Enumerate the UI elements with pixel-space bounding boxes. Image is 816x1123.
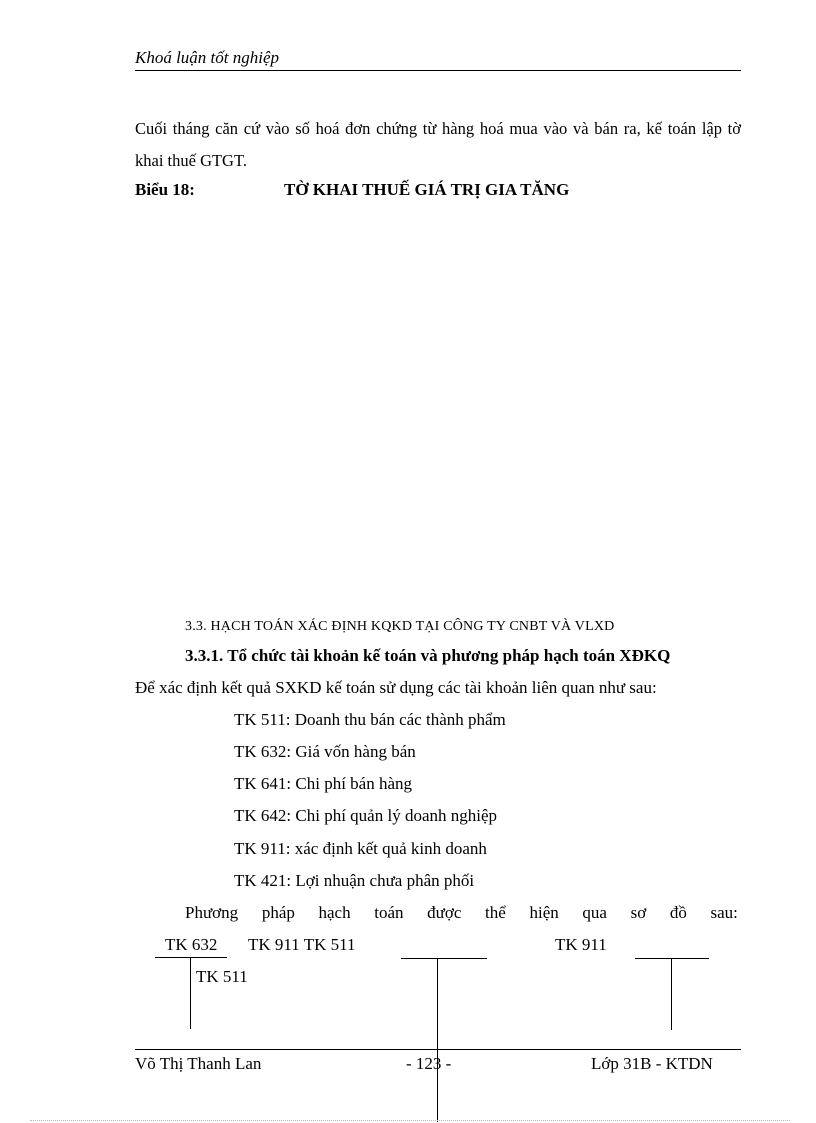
header-rule <box>135 70 741 71</box>
method-word: được <box>427 903 462 922</box>
method-word: sau: <box>710 903 738 922</box>
header-title: Khoá luận tốt nghiệp <box>135 48 280 67</box>
bieu-label: Biểu 18: <box>135 180 195 199</box>
footer-class: Lớp 31B - KTDN <box>591 1054 713 1073</box>
account-item: TK 421: Lợi nhuận chưa phân phối <box>234 871 475 890</box>
account-item: TK 511: Doanh thu bán các thành phẩm <box>234 710 506 729</box>
diagram-tk632-label: TK 632 <box>165 935 218 954</box>
method-word: qua <box>582 903 607 922</box>
method-word: pháp <box>261 903 295 922</box>
page-bottom-border <box>30 1120 790 1121</box>
account-item: TK 632: Giá vốn hàng bán <box>234 742 416 761</box>
method-word: Phương <box>185 903 239 922</box>
accounts-intro: Để xác định kết quả SXKD kế toán sử dụng các tài khoản liên quan như sau: <box>135 678 657 697</box>
diagram-tk632-bar <box>155 957 227 958</box>
diagram-tk911-tk511-label: TK 911 TK 511 <box>248 935 356 954</box>
account-item: TK 911: xác định kết quả kinh doanh <box>234 839 487 858</box>
diagram-tk511-label: TK 511 <box>196 967 248 986</box>
footer-author: Võ Thị Thanh Lan <box>135 1054 262 1073</box>
diagram-middle-stem <box>437 958 438 1122</box>
diagram-tk632-stem <box>190 957 191 1029</box>
section-heading: 3.3. HẠCH TOÁN XÁC ĐỊNH KQKD TẠI CÔNG TY CNBT VÀ VLXD <box>185 619 615 634</box>
diagram-tk911-label: TK 911 <box>555 935 607 954</box>
method-word: đồ <box>669 903 687 922</box>
diagram-right-stem <box>671 958 672 1030</box>
method-word: sơ <box>630 903 647 922</box>
method-word: toán <box>374 903 404 922</box>
method-word: hạch <box>318 903 351 922</box>
footer-rule <box>135 1049 741 1050</box>
bieu-title: TỜ KHAI THUẾ GIÁ TRỊ GIA TĂNG <box>284 180 570 199</box>
account-item: TK 642: Chi phí quản lý doanh nghiệp <box>234 806 498 825</box>
method-sentence <box>185 903 738 923</box>
intro-paragraph: Cuối tháng căn cứ vào số hoá đơn chứng từ hàng hoá mua vào và bán ra, kế toán lập tờ khai thuế GTGT. <box>135 119 741 170</box>
method-word: thể <box>485 903 506 922</box>
subsection-heading: 3.3.1. Tổ chức tài khoản kế toán và phương pháp hạch toán XĐKQ <box>185 646 671 665</box>
diagram-middle-bar <box>401 958 487 959</box>
method-word: hiện <box>529 903 559 922</box>
account-item: TK 641: Chi phí bán hàng <box>234 774 413 793</box>
footer-page-number: - 123 - <box>406 1054 452 1073</box>
diagram-right-bar <box>635 958 709 959</box>
